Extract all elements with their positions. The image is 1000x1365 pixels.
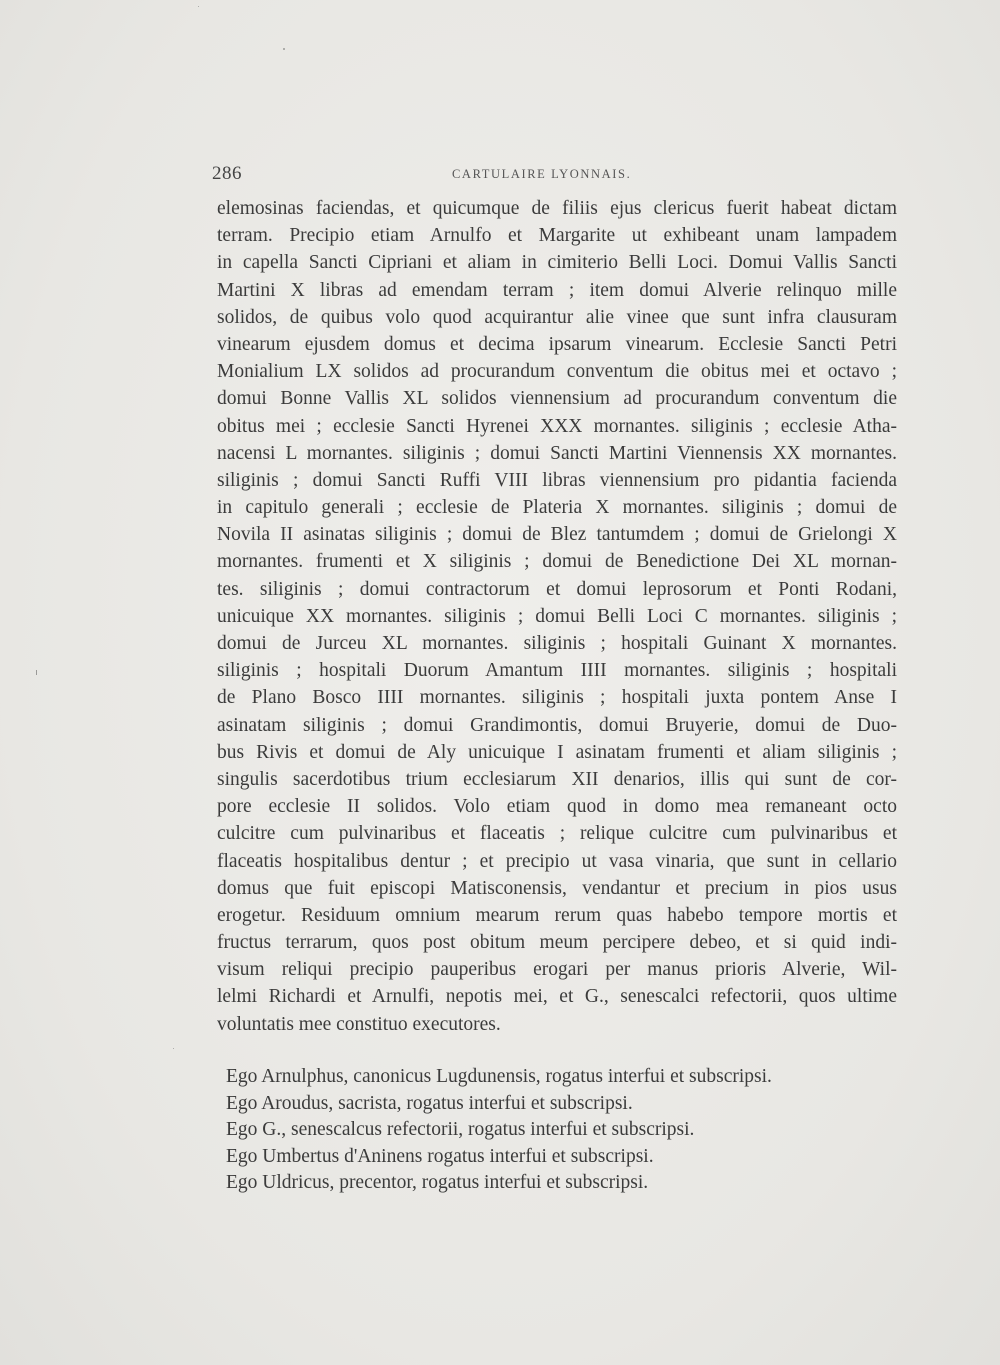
signature-line: Ego Arnulphus, canonicus Lugdunensis, rogatus interfui et subscripsi. bbox=[226, 1066, 772, 1087]
text-line: singulis sacerdotibus trium ecclesiarum XII denarios, illis qui sunt de cor- bbox=[217, 768, 897, 790]
text-line: lelmi Richardi et Arnulfi, nepotis mei, et G., senescalci refectorii, quos ultime bbox=[217, 986, 897, 1008]
witness-signatures bbox=[226, 1064, 866, 1197]
signature-line: Ego Uldricus, precentor, rogatus interfui et subscripsi. bbox=[226, 1172, 649, 1193]
page-number: 286 bbox=[212, 163, 242, 184]
text-line: Martini X libras ad emendam terram ; item domui Alverie relinquo mille bbox=[217, 279, 897, 301]
page-header bbox=[212, 163, 892, 189]
text-line: pore ecclesie II solidos. Volo etiam quod in domo mea remaneant octo bbox=[217, 796, 897, 818]
charter-body-text bbox=[217, 195, 897, 1038]
text-line: obitus mei ; ecclesie Sancti Hyrenei XXX mornantes. siliginis ; ecclesie Atha- bbox=[217, 415, 897, 437]
signature-line: Ego Umbertus d'Aninens rogatus interfui et subscripsi. bbox=[226, 1145, 654, 1167]
text-line: elemosinas faciendas, et quicumque de filiis ejus clericus fuerit habeat dictam bbox=[217, 198, 897, 219]
signature-line: Ego G., senescalcus refectorii, rogatus interfui et subscripsi. bbox=[226, 1119, 695, 1140]
text-line: mornantes. frumenti et X siliginis ; domui de Benedictione Dei XL mornan- bbox=[217, 551, 897, 573]
text-line: fructus terrarum, quos post obitum meum percipere debeo, et si quid indi- bbox=[217, 932, 897, 954]
text-line: bus Rivis et domui de Aly unicuique I asinatam frumenti et aliam siliginis ; bbox=[217, 741, 897, 763]
text-line: culcitre cum pulvinaribus et flaceatis ; relique culcitre cum pulvinaribus et bbox=[217, 823, 897, 845]
text-line: siliginis ; hospitali Duorum Amantum IIII mornantes. siliginis ; hospitali bbox=[217, 660, 897, 682]
text-line: terram. Precipio etiam Arnulfo et Margarite ut exhibeant unam lampadem bbox=[217, 225, 897, 247]
text-line: erogetur. Residuum omnium mearum rerum quas habebo tempore mortis et bbox=[217, 904, 897, 926]
text-line: tes. siliginis ; domui contractorum et domui leprosorum et Ponti Rodani, bbox=[217, 578, 897, 600]
running-title: CARTULAIRE LYONNAIS. bbox=[452, 167, 632, 181]
paper-speck bbox=[36, 670, 37, 675]
text-line: domui Bonne Vallis XL solidos viennensium ad procurandum conventum die bbox=[217, 388, 897, 410]
text-line: domus que fuit episcopi Matisconensis, vendantur et precium in pios usus bbox=[217, 877, 897, 899]
text-line: in capitulo generali ; ecclesie de Plateria X mornantes. siliginis ; domui de bbox=[217, 497, 897, 519]
signature-line: Ego Aroudus, sacrista, rogatus interfui et subscripsi. bbox=[226, 1092, 633, 1114]
paper-speck bbox=[283, 48, 285, 50]
text-line: de Plano Bosco IIII mornantes. siliginis ; hospitali juxta pontem Anse I bbox=[217, 687, 897, 709]
paper-speck bbox=[198, 6, 199, 7]
text-line: vinearum ejusdem domus et decima ipsarum vinearum. Ecclesie Sancti Petri bbox=[217, 333, 897, 355]
text-line: solidos, de quibus volo quod acquirantur alie vinee que sunt infra clausuram bbox=[217, 306, 897, 328]
text-line: voluntatis mee constituo executores. bbox=[217, 1013, 501, 1035]
text-line: nacensi L mornantes. siliginis ; domui Sancti Martini Viennensis XX mornantes. bbox=[217, 442, 897, 464]
text-line: visum reliqui precipio pauperibus erogari per manus prioris Alverie, Wil- bbox=[217, 959, 897, 981]
text-line: domui de Jurceu XL mornantes. siliginis ; hospitali Guinant X mornantes. bbox=[217, 633, 897, 654]
text-line: siliginis ; domui Sancti Ruffi VIII libras viennensium pro pidantia facienda bbox=[217, 469, 897, 491]
paper-speck bbox=[173, 1048, 174, 1049]
text-line: Novila II asinatas siliginis ; domui de Blez tantumdem ; domui de Grielongi X bbox=[217, 524, 897, 546]
text-line: in capella Sancti Cipriani et aliam in cimiterio Belli Loci. Domui Vallis Sancti bbox=[217, 252, 897, 274]
text-line: unicuique XX mornantes. siliginis ; domui Belli Loci C mornantes. siliginis ; bbox=[217, 605, 897, 627]
text-line: asinatam siliginis ; domui Grandimontis, domui Bruyerie, domui de Duo- bbox=[217, 714, 897, 736]
text-line: flaceatis hospitalibus dentur ; et precipio ut vasa vinaria, que sunt in cellario bbox=[217, 850, 897, 872]
text-line: Monialium LX solidos ad procurandum conventum die obitus mei et octavo ; bbox=[217, 361, 897, 383]
